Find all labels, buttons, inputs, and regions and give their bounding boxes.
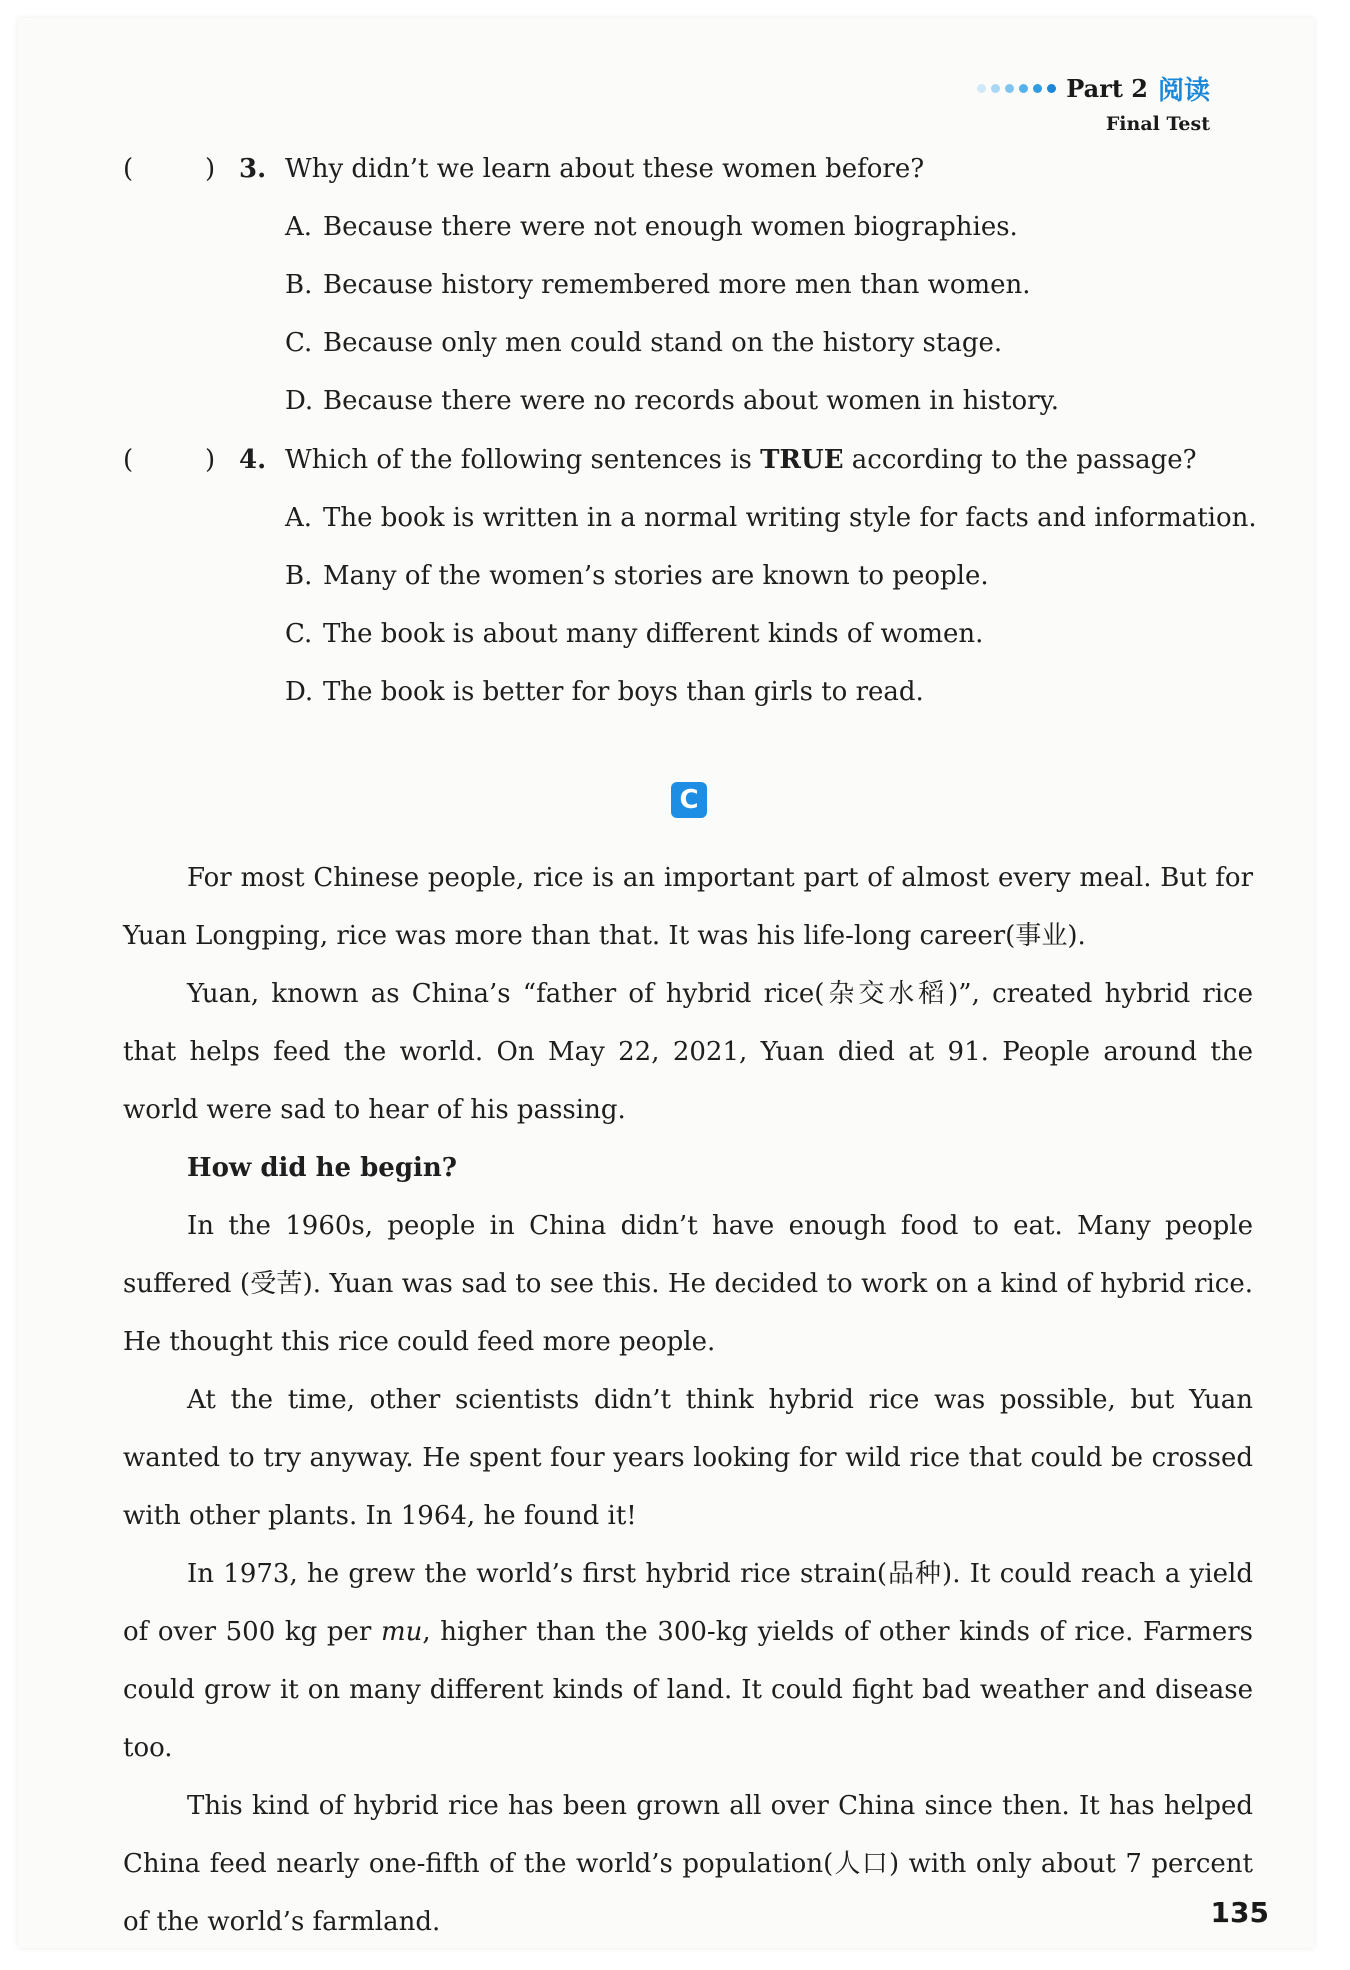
decorative-dots <box>977 84 1056 93</box>
option-letter: C. <box>285 619 313 649</box>
option-4a <box>285 503 1257 533</box>
option-4c <box>285 619 983 649</box>
subheading: How did he begin? <box>187 1153 458 1183</box>
question-number: 3. <box>239 154 267 184</box>
option-3a <box>285 212 1018 242</box>
paragraph-text: In 1973, he grew the world’s first hybrid rice strain(品种). It could reach a yield of over 500 kg per <box>123 1559 1253 1647</box>
paragraph-text: , higher than the 300-kg yields of other kinds of rice. Farmers could grow it on many different kinds of land. It could fight bad weather and disease too. <box>123 1617 1254 1763</box>
stem-text: Which of the following sentences is <box>285 445 761 475</box>
header-subtitle: Final Test <box>1105 113 1210 135</box>
option-letter: A. <box>285 503 313 533</box>
unit-italic: mu <box>380 1617 423 1647</box>
dot-4 <box>1019 84 1028 93</box>
option-letter: C. <box>285 328 313 358</box>
dot-2 <box>991 84 1000 93</box>
part-label: Part 2 <box>1066 74 1148 103</box>
question-stem: Why didn’t we learn about these women before? <box>285 154 925 184</box>
page <box>18 18 1314 1948</box>
option-letter: D. <box>285 677 314 707</box>
option-text: Many of the women’s stories are known to people. <box>323 561 989 591</box>
stem-emphasis: TRUE <box>760 445 844 475</box>
option-text: The book is written in a normal writing style for facts and information. <box>323 503 1257 533</box>
paren-open: ( <box>123 445 134 475</box>
paragraph: This kind of hybrid rice has been grown all over China since then. It has helped China feed nearly one-fifth of the world’s population(人口) with only about 7 percent of the world’s farmland. <box>123 1791 1253 1937</box>
running-header <box>977 70 1210 135</box>
option-letter: B. <box>285 270 313 300</box>
paren-close: ) <box>205 154 216 184</box>
option-3c <box>285 328 1002 358</box>
section-title-zh: 阅读 <box>1157 76 1210 106</box>
option-text: The book is about many different kinds of women. <box>323 619 984 649</box>
option-text: Because there were not enough women biographies. <box>323 212 1018 242</box>
option-3b <box>285 270 1031 300</box>
stem-text: according to the passage? <box>843 445 1197 475</box>
paragraph <box>123 1545 1253 1777</box>
option-3d <box>285 386 1059 416</box>
option-4d <box>285 677 924 707</box>
paragraph: Yuan, known as China’s “father of hybrid rice(杂交水稻)”, created hybrid rice that helps feed the world. On May 22, 2021, Yuan died at 91. People around the world were sad to hear of his passing. <box>123 979 1253 1125</box>
option-letter: D. <box>285 386 314 416</box>
reading-passage <box>123 849 1253 1951</box>
paragraph: For most Chinese people, rice is an important part of almost every meal. But for Yuan Longping, rice was more than that. It was his life-long career(事业). <box>123 863 1253 951</box>
section-badge: C <box>671 782 707 818</box>
dot-1 <box>977 84 986 93</box>
option-letter: B. <box>285 561 313 591</box>
dot-5 <box>1033 84 1042 93</box>
dot-3 <box>1005 84 1014 93</box>
dot-6 <box>1047 84 1056 93</box>
paragraph: At the time, other scientists didn’t think hybrid rice was possible, but Yuan wanted to try anyway. He spent four years looking for wild rice that could be crossed with other plants. In 1964, he found it! <box>123 1385 1253 1531</box>
paren-open: ( <box>123 154 134 184</box>
option-text: Because there were no records about women in history. <box>323 386 1060 416</box>
paren-close: ) <box>205 445 216 475</box>
page-number: 135 <box>1210 1896 1269 1929</box>
option-4b <box>285 561 989 591</box>
option-text: Because only men could stand on the history stage. <box>323 328 1003 358</box>
question-stem <box>285 445 1197 475</box>
option-text: Because history remembered more men than women. <box>323 270 1031 300</box>
option-text: The book is better for boys than girls to read. <box>323 677 924 707</box>
paragraph: In the 1960s, people in China didn’t have enough food to eat. Many people suffered (受苦). Yuan was sad to see this. He decided to work on a kind of hybrid rice. He thought this rice could feed more people. <box>123 1211 1253 1357</box>
question-number: 4. <box>239 445 267 475</box>
option-letter: A. <box>285 212 313 242</box>
